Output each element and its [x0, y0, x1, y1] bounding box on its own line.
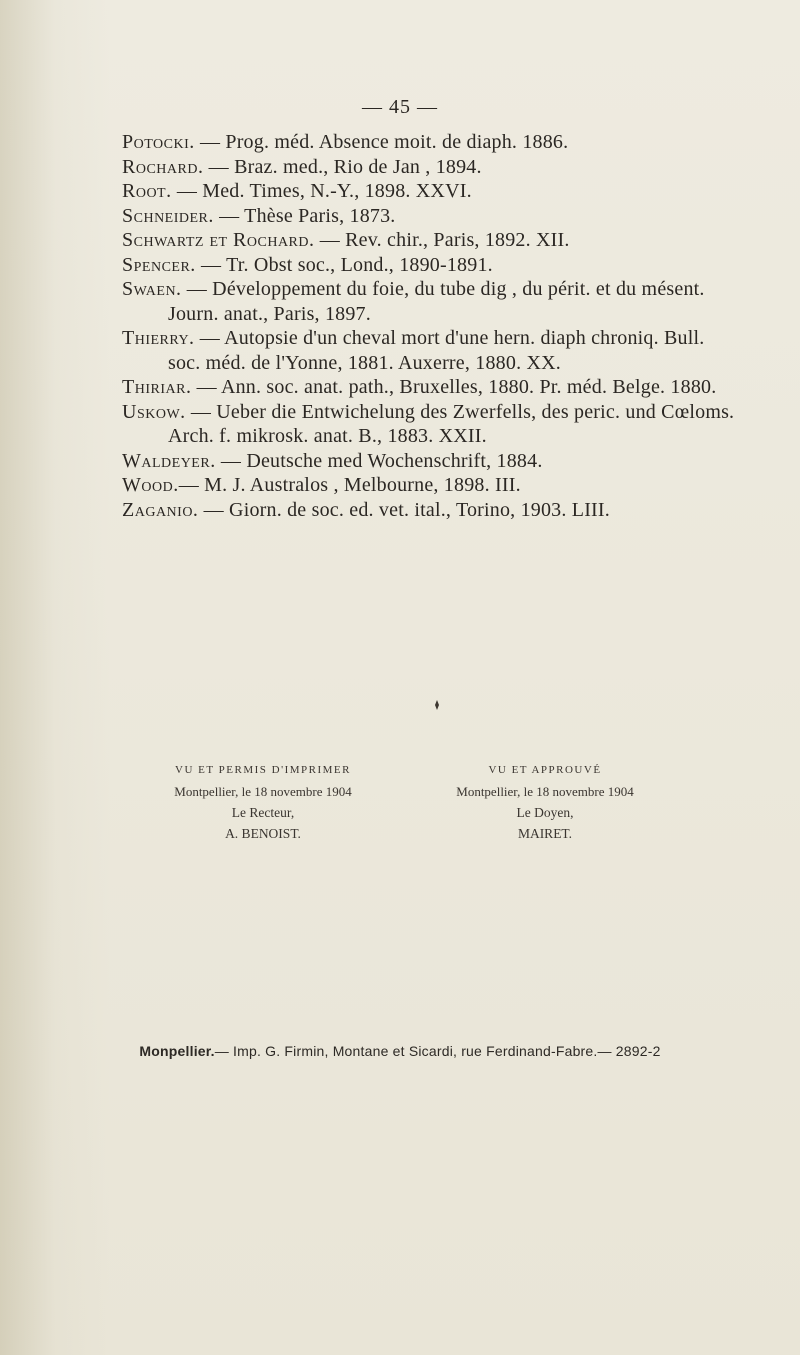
entry-text: Tr. Obst soc., Lond., 1890-1891. [226, 253, 493, 276]
bibliography-list [122, 130, 742, 522]
approval-date: Montpellier, le 18 novembre 1904 [174, 784, 352, 799]
entry-author: Swaen. [122, 278, 182, 300]
approval-heading: VU ET APPROUVÉ [488, 764, 602, 776]
entry-dash: — [178, 474, 199, 496]
bibliography-entry [122, 204, 742, 229]
approval-date: Montpellier, le 18 novembre 1904 [456, 784, 634, 799]
bibliography-entry [122, 449, 742, 474]
approval-title: Le Recteur, [231, 805, 295, 820]
entry-text: Braz. med., Rio de Jan , 1894. [234, 155, 482, 178]
approval-dean [420, 760, 670, 844]
bibliography-entry [122, 179, 742, 204]
entry-dash: — [190, 400, 212, 423]
entry-text: Autopsie d'un cheval mort d'une hern. diaph chroniq. Bull. soc. méd. de l'Yonne, 1881. Auxerre, 1880. XX. [168, 327, 705, 374]
entry-text: Prog. méd. Absence moit. de diaph. 1886. [225, 131, 569, 153]
imprint-city: Monpellier. [139, 1043, 215, 1059]
entry-dash: — [199, 327, 220, 349]
entry-dash: — [199, 131, 221, 153]
entry-dash: — [201, 253, 222, 276]
bibliography-entry [122, 130, 742, 155]
entry-dash: — [220, 449, 242, 472]
entry-dash: — [176, 180, 198, 202]
entry-text: Développement du foie, du tube dig , du périt. et du mésent. Journ. anat., Paris, 1897. [168, 278, 705, 325]
entry-text: Ann. soc. anat. path., Bruxelles, 1880. Pr. méd. Belge. 1880. [220, 376, 717, 398]
printer-imprint [0, 1043, 800, 1059]
bibliography-entry [122, 473, 742, 498]
entry-author: Rochard. [122, 155, 204, 178]
entry-text: Deutsche med Wochenschrift, 1884. [246, 449, 543, 472]
entry-author: Root. [122, 180, 172, 202]
entry-text: Ueber die Entwichelung des Zwerfells, des peric. und Cœloms. Arch. f. mikrosk. anat. B., 1883. XXII. [168, 400, 735, 447]
ink-speck-icon [432, 700, 442, 710]
bibliography-entry [122, 375, 742, 400]
approval-heading: VU ET PERMIS D'IMPRIMER [175, 764, 351, 776]
entry-dash: — [186, 278, 207, 300]
entry-text: Med. Times, N.-Y., 1898. XXVI. [202, 180, 472, 202]
bibliography-entry [122, 253, 742, 278]
approval-signatory: A. BENOIST. [225, 826, 301, 841]
approval-rector [138, 760, 388, 844]
entry-dash: — [208, 155, 229, 178]
entry-text: Rev. chir., Paris, 1892. XII. [345, 229, 570, 251]
bibliography-entry [122, 400, 742, 449]
approval-signatory: MAIRET. [517, 826, 573, 841]
entry-author: Spencer. [122, 253, 196, 276]
entry-author: Thiriar. [122, 376, 192, 398]
entry-text: Thèse Paris, 1873. [244, 204, 396, 227]
approval-title: Le Doyen, [516, 805, 574, 820]
entry-author: Zaganio. [122, 498, 199, 521]
entry-author: Uskow. [122, 400, 186, 423]
bibliography-entry [122, 498, 742, 523]
entry-author: Waldeyer. [122, 449, 216, 472]
page-number: — 45 — [362, 96, 438, 118]
bibliography-entry [122, 155, 742, 180]
entry-dash: — [196, 376, 217, 398]
entry-text: M. J. Australos , Melbourne, 1898. III. [204, 474, 521, 496]
bibliography-entry [122, 277, 742, 326]
entry-author: Schwartz et Rochard. [122, 229, 315, 251]
entry-dash: — [219, 204, 240, 227]
entry-text: Giorn. de soc. ed. vet. ital., Torino, 1903. LIII. [229, 498, 610, 521]
entry-dash: — [319, 229, 340, 251]
entry-author: Wood. [122, 474, 179, 496]
entry-dash: — [203, 498, 224, 521]
entry-author: Schneider. [122, 204, 214, 227]
entry-author: Potocki. [122, 131, 195, 153]
bibliography-entry [122, 228, 742, 253]
bibliography-entry [122, 326, 742, 375]
entry-author: Thierry. [122, 327, 195, 349]
imprint-text: — Imp. G. Firmin, Montane et Sicardi, rue Ferdinand-Fabre.— 2892-2 [214, 1043, 661, 1059]
